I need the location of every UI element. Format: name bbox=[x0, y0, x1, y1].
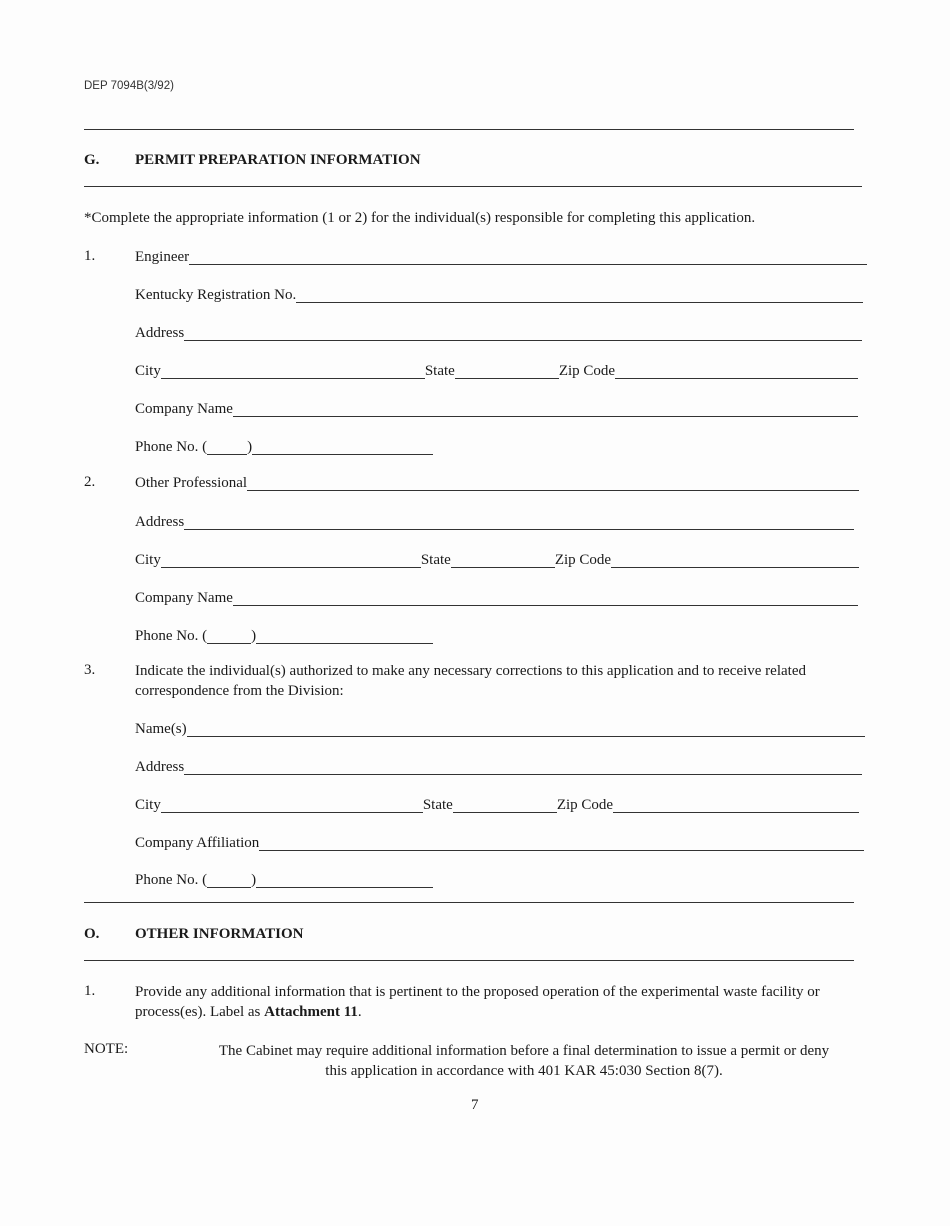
address-label: Address bbox=[135, 759, 185, 775]
phone-field[interactable] bbox=[135, 625, 433, 645]
company-field[interactable] bbox=[135, 587, 858, 607]
section-g-title: PERMIT PREPARATION INFORMATION bbox=[135, 152, 421, 168]
note-label: NOTE: bbox=[84, 1041, 129, 1057]
state-label: State bbox=[422, 797, 453, 813]
phone-paren: ) bbox=[251, 628, 257, 644]
state-input-line[interactable] bbox=[451, 552, 555, 568]
city-input-line[interactable] bbox=[161, 552, 421, 568]
area-code-input-line[interactable] bbox=[207, 872, 251, 888]
company-label: Company Name bbox=[135, 401, 233, 417]
address-label: Address bbox=[135, 325, 185, 341]
zip-input-line[interactable] bbox=[613, 797, 859, 813]
area-code-input-line[interactable] bbox=[207, 628, 251, 644]
zip-input-line[interactable] bbox=[615, 363, 858, 379]
zip-label: Zip Code bbox=[558, 363, 616, 379]
form-code: DEP 7094B(3/92) bbox=[84, 80, 174, 92]
divider bbox=[84, 129, 854, 130]
note-line-1: The Cabinet may require additional information before a final determination to issue a permit or deny bbox=[218, 1043, 830, 1059]
registration-label: Kentucky Registration No. bbox=[135, 287, 297, 303]
address-field[interactable] bbox=[135, 756, 862, 776]
address-label: Address bbox=[135, 514, 185, 530]
item-o1-text bbox=[135, 982, 870, 1022]
company-input-line[interactable] bbox=[233, 401, 858, 417]
address-input-line[interactable] bbox=[184, 759, 862, 775]
affiliation-input-line[interactable] bbox=[259, 835, 864, 851]
area-code-input-line[interactable] bbox=[207, 439, 247, 455]
state-label: State bbox=[424, 363, 455, 379]
names-input-line[interactable] bbox=[187, 721, 865, 737]
other-professional-field[interactable] bbox=[135, 472, 859, 492]
item-o1-number: 1. bbox=[84, 983, 96, 999]
phone-input-line[interactable] bbox=[256, 628, 433, 644]
divider bbox=[84, 186, 862, 187]
names-label: Name(s) bbox=[135, 721, 187, 737]
other-professional-input-line[interactable] bbox=[247, 475, 859, 491]
item-1-number: 1. bbox=[84, 248, 96, 264]
item-3-number: 3. bbox=[84, 662, 96, 678]
phone-field[interactable] bbox=[135, 869, 433, 889]
phone-input-line[interactable] bbox=[256, 872, 433, 888]
city-input-line[interactable] bbox=[161, 363, 425, 379]
zip-label: Zip Code bbox=[556, 797, 614, 813]
address-input-line[interactable] bbox=[184, 325, 862, 341]
section-o-letter: O. bbox=[84, 926, 100, 942]
engineer-label: Engineer bbox=[135, 249, 190, 265]
registration-input-line[interactable] bbox=[296, 287, 863, 303]
names-field[interactable] bbox=[135, 718, 865, 738]
phone-paren: ) bbox=[247, 439, 253, 455]
page-number: 7 bbox=[471, 1097, 479, 1113]
city-label: City bbox=[135, 797, 161, 813]
phone-paren: ) bbox=[251, 872, 257, 888]
registration-field[interactable] bbox=[135, 284, 863, 304]
other-professional-label: Other Professional bbox=[135, 475, 248, 491]
phone-label: Phone No. ( bbox=[135, 439, 208, 455]
state-label: State bbox=[420, 552, 451, 568]
company-label: Company Name bbox=[135, 590, 233, 606]
section-g-letter: G. bbox=[84, 152, 100, 168]
section-o-title: OTHER INFORMATION bbox=[135, 926, 304, 942]
item-o1-text-main: Provide any additional information that is pertinent to the proposed operation of the experimental waste facility or process(es). Label as bbox=[135, 984, 820, 1020]
address-field[interactable] bbox=[135, 511, 854, 531]
note-body bbox=[186, 1041, 862, 1081]
address-input-line[interactable] bbox=[184, 514, 854, 530]
city-input-line[interactable] bbox=[161, 797, 423, 813]
affiliation-label: Company Affiliation bbox=[135, 835, 260, 851]
phone-field[interactable] bbox=[135, 436, 433, 456]
item-2-number: 2. bbox=[84, 474, 96, 490]
item-o1-period: . bbox=[357, 1004, 362, 1020]
company-input-line[interactable] bbox=[233, 590, 858, 606]
phone-label: Phone No. ( bbox=[135, 872, 208, 888]
city-state-zip-row[interactable] bbox=[135, 794, 859, 814]
phone-label: Phone No. ( bbox=[135, 628, 208, 644]
company-field[interactable] bbox=[135, 398, 858, 418]
divider bbox=[84, 902, 854, 903]
city-state-zip-row[interactable] bbox=[135, 549, 859, 569]
attachment-label: Attachment 11 bbox=[264, 1004, 358, 1020]
zip-input-line[interactable] bbox=[611, 552, 859, 568]
affiliation-field[interactable] bbox=[135, 832, 864, 852]
divider bbox=[84, 960, 854, 961]
state-input-line[interactable] bbox=[453, 797, 557, 813]
city-state-zip-row[interactable] bbox=[135, 360, 858, 380]
city-label: City bbox=[135, 552, 161, 568]
note-line-2: this application in accordance with 401 KAR 45:030 Section 8(7). bbox=[325, 1063, 723, 1079]
address-field[interactable] bbox=[135, 322, 862, 342]
city-label: City bbox=[135, 363, 161, 379]
state-input-line[interactable] bbox=[455, 363, 559, 379]
phone-input-line[interactable] bbox=[252, 439, 433, 455]
item-3-text: Indicate the individual(s) authorized to make any necessary corrections to this application and to receive related correspondence from the Division: bbox=[135, 663, 806, 699]
section-g-intro: *Complete the appropriate information (1 or 2) for the individual(s) responsible for completing this application. bbox=[84, 210, 756, 226]
zip-label: Zip Code bbox=[554, 552, 612, 568]
engineer-field[interactable] bbox=[135, 246, 867, 266]
engineer-input-line[interactable] bbox=[189, 249, 867, 265]
